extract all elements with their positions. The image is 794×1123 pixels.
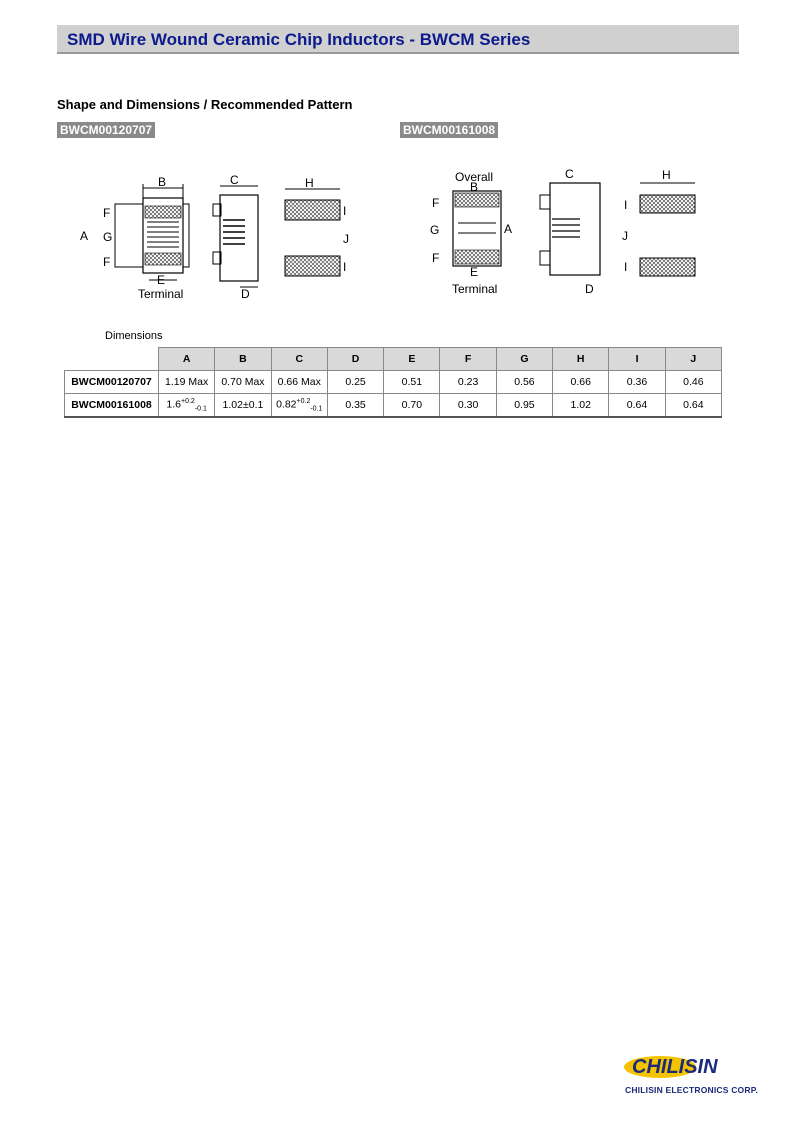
cell-f: 0.30 — [440, 394, 496, 418]
logo-text: CHILISIN — [632, 1056, 718, 1078]
label-f-top: F — [432, 196, 440, 210]
page-title: SMD Wire Wound Ceramic Chip Inductors - BWCM Series — [67, 30, 531, 49]
label-h: H — [305, 176, 314, 190]
part-badge-1: BWCM00120707 — [57, 122, 155, 138]
column-header: H — [553, 348, 609, 371]
column-header: D — [327, 348, 383, 371]
cell-a — [159, 394, 215, 418]
label-g: G — [430, 223, 440, 237]
dimensions-table — [64, 347, 722, 418]
section-heading: Shape and Dimensions / Recommended Pattern — [57, 97, 353, 112]
label-terminal: Terminal — [138, 287, 184, 301]
column-header: C — [271, 348, 327, 371]
dimension-diagram-2 — [420, 165, 720, 300]
label-f-bottom: F — [432, 251, 440, 265]
label-terminal: Terminal — [452, 282, 498, 296]
label-d: D — [585, 282, 594, 296]
label-e: E — [157, 273, 166, 287]
cell-b: 0.70 Max — [215, 371, 271, 394]
label-d: D — [241, 287, 250, 301]
column-header: I — [609, 348, 665, 371]
label-overall: Overall — [455, 170, 494, 184]
label-h: H — [662, 168, 671, 182]
cell-e: 0.51 — [384, 371, 440, 394]
cell-i: 0.64 — [609, 394, 665, 418]
label-j: J — [343, 232, 349, 246]
cell-a: 1.19 Max — [159, 371, 215, 394]
cell-f: 0.23 — [440, 371, 496, 394]
cell-c-minus-tol: -0.1 — [310, 405, 323, 413]
cell-d: 0.35 — [327, 394, 383, 418]
cell-c — [271, 394, 327, 418]
label-f-top: F — [103, 206, 111, 220]
label-c: C — [565, 167, 574, 181]
cell-h: 1.02 — [553, 394, 609, 418]
cell-a-plus-tol: +0.2 — [181, 397, 195, 405]
cell-c-base: 0.82 — [276, 398, 297, 411]
cell-j: 0.46 — [665, 371, 721, 394]
cell-d: 0.25 — [327, 371, 383, 394]
cell-b: 1.02±0.1 — [215, 394, 271, 418]
part-badge-2: BWCM00161008 — [400, 122, 498, 138]
cell-a-base: 1.6 — [166, 398, 181, 411]
label-c: C — [230, 173, 239, 187]
column-header: E — [384, 348, 440, 371]
cell-c-plus-tol: +0.2 — [296, 397, 311, 405]
label-i-top: I — [624, 198, 628, 212]
cell-g: 0.56 — [496, 371, 552, 394]
label-b: B — [158, 175, 167, 189]
column-header: B — [215, 348, 271, 371]
cell-h: 0.66 — [553, 371, 609, 394]
label-j: J — [622, 229, 628, 243]
label-i-bottom: I — [624, 260, 628, 274]
title-bar — [57, 25, 739, 54]
label-e: E — [470, 265, 479, 279]
label-i-top: I — [343, 204, 347, 218]
column-header: A — [159, 348, 215, 371]
label-g: G — [103, 230, 113, 244]
company-name: CHILISIN ELECTRONICS CORP. — [625, 1085, 759, 1095]
row-part-code: BWCM00120707 — [65, 371, 159, 394]
label-i-bottom: I — [343, 260, 347, 274]
table-row — [65, 371, 722, 394]
label-a: A — [504, 222, 513, 236]
table-row — [65, 394, 722, 418]
column-header: F — [440, 348, 496, 371]
label-a: A — [80, 229, 89, 243]
table-header-row — [65, 348, 722, 371]
cell-c: 0.66 Max — [271, 371, 327, 394]
label-f-bottom: F — [103, 255, 111, 269]
label-b: B — [470, 180, 479, 194]
cell-i: 0.36 — [609, 371, 665, 394]
dimension-diagram-1 — [75, 170, 365, 305]
header-corner — [65, 348, 159, 371]
row-part-code: BWCM00161008 — [65, 394, 159, 418]
cell-j: 0.64 — [665, 394, 721, 418]
table-caption: Dimensions — [105, 330, 163, 342]
column-header: J — [665, 348, 721, 371]
cell-g: 0.95 — [496, 394, 552, 418]
column-header: G — [496, 348, 552, 371]
cell-a-minus-tol: -0.1 — [194, 405, 207, 413]
cell-e: 0.70 — [384, 394, 440, 418]
